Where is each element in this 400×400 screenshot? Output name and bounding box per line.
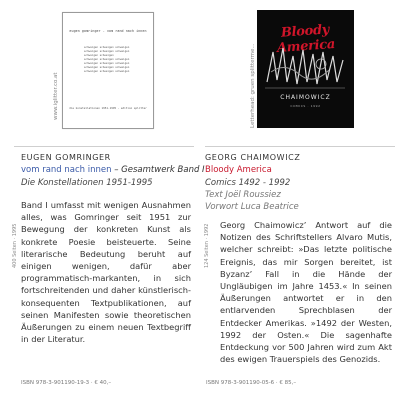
cover-poem-line: schweigen schweigen schweigen: [84, 50, 130, 53]
cover-black: [257, 10, 354, 128]
cover-side-label: Letterhead: gruen splitterme...: [250, 43, 256, 128]
cover-image-gomringer[interactable]: [46, 10, 156, 130]
cover-poem-line: schweigen schweigen schweigen: [84, 58, 130, 61]
book-foreword-credit: Vorwort Luca Beatrice: [205, 202, 299, 212]
cover-years: COMICS · 1992: [290, 104, 321, 108]
book-title-line: [21, 165, 205, 175]
book-title[interactable]: vom rand nach innen: [21, 165, 112, 175]
book-entry-chaimowicz: [200, 0, 395, 400]
cover-artwork: [263, 42, 347, 90]
book-subtitle: Die Konstellationen 1951-1995: [21, 178, 153, 188]
cover-image-chaimowicz[interactable]: [247, 10, 357, 130]
cover-poem-line: schweigen schweigen schweigen: [84, 66, 130, 69]
cover-title: eugen gomringer - vom rand nach innen: [69, 29, 147, 33]
book-text-credit: Text Joël Roussiez: [205, 190, 281, 200]
cover-white: [62, 12, 154, 129]
divider: [205, 146, 395, 147]
cover-poem-line: schweigen schweigen: [84, 54, 114, 57]
cover-poem: [84, 46, 134, 74]
book-description: Band I umfasst mit wenigen Ausnahmen alles, was Gomringer seit 1951 zur Bewegung der konkreten Kunst als konkrete Poesie beisteuerte. Seine literarische Bedeutung beruht auf einigen wenigen, dafür aber programmatisch-markanten, in sich fortschreitenden und daher künstlerisch-konsequenten Textpublikationen, auf seinen Manifesten sowie theoretischen Äußerungen zu einem neuen Textbegriff in der Literatur.: [21, 200, 191, 345]
book-title-line: [205, 165, 272, 175]
author-name: GEORG CHAIMOWICZ: [205, 153, 301, 162]
cover-author: CHAIMOWICZ: [280, 94, 331, 101]
cover-poem-line: schweigen schweigen schweigen: [84, 62, 130, 65]
cover-title: Bloody America: [276, 22, 336, 56]
cover-side-label: www.iglitter.co.at: [53, 72, 59, 120]
isbn-price: ISBN 978-3-901190-19-3 · € 40,–: [21, 380, 112, 386]
book-title[interactable]: Bloody America: [205, 165, 272, 175]
author-name: EUGEN GOMRINGER: [21, 153, 111, 162]
book-description: Georg Chaimowicz’ Antwort auf die Notizen des Schriftstellers Alvaro Mutis, welcher schreibt: »Das letzte politische Ereignis, das mir Sorgen bereitet, ist Byzanz’ Fall in die Hände der Ungläubigen im Jahre 1453.« In seinen Äußerungen antwortet er in den entlarvenden Sprechblasen der Entdecker Amerikas. »1492 der Westen, 1992 der Osten.« Die sagenhafte Entdeckung vor 500 Jahren wird zum Akt des ewigen Trauerspiels des Genozids.: [220, 220, 392, 365]
page-count-label: 124 Seiten · 1992: [204, 223, 210, 268]
cover-poem-line: schweigen schweigen schweigen: [84, 70, 130, 73]
cover-footer: die konstellationen 1951-1995 · edition splitter: [69, 106, 147, 110]
book-subtitle: Comics 1492 - 1992: [205, 178, 291, 188]
isbn-price: ISBN 978-3-901190-05-6 · € 85,–: [206, 380, 297, 386]
page-count-label: 400 Seiten · 1995: [12, 223, 18, 268]
divider: [14, 146, 194, 147]
book-title-suffix: – Gesamtwerk Band I: [111, 165, 205, 175]
cover-poem-line: schweigen schweigen schweigen: [84, 46, 130, 49]
